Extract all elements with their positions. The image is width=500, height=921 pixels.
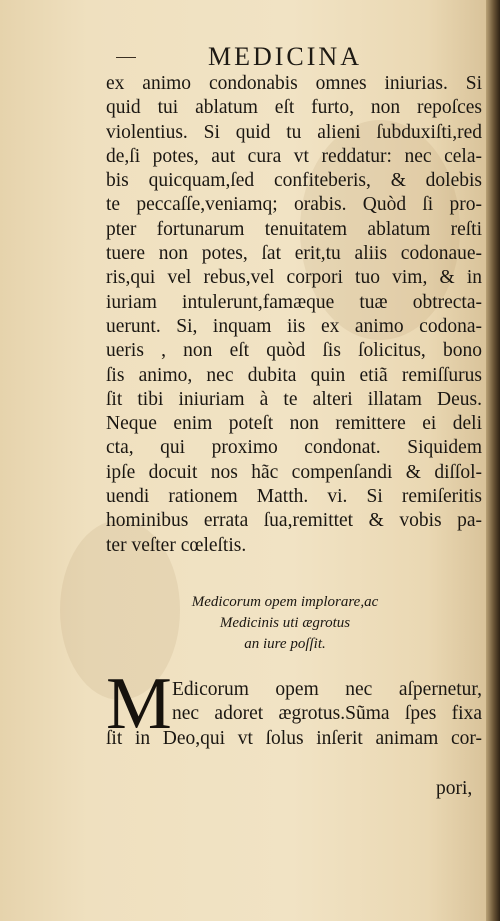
text-line: uerunt. Si, inquam iis ex animo codona- (106, 315, 482, 337)
text-line: Edicorum opem nec aſpernetur, (172, 679, 482, 700)
text-line: ter veſter cœleſtis. (106, 534, 247, 556)
text-line: ſit tibi iniuriam à te alteri illatam Deus. (106, 388, 482, 410)
body-paragraph (106, 72, 482, 558)
text-line: tuere non potes, ſat erit,tu aliis codonaue- (106, 243, 482, 265)
text-line: violentius. Si quid tu alieni ſubduxiſti,red (106, 121, 482, 143)
heading-line: Medicorum opem implorare,ac (191, 594, 379, 610)
heading-line: an iure poſſit. (244, 636, 326, 652)
running-head: MEDICINA (208, 42, 362, 71)
text-line: ex animo condonabis omnes iniurias. Si (106, 73, 482, 94)
text-line: nec adoret ægrotus.Sũma ſpes fixa (172, 703, 482, 725)
text-line: bis quicquam,ſed confiteberis, & dolebis (106, 170, 482, 192)
text-line: ris,qui vel rebus,vel corpori tuo vim, & in (106, 267, 482, 289)
section-heading (170, 592, 400, 655)
text-line: uendi rationem Matth. vi. Si remiſeritis (106, 486, 482, 508)
text-line: ſis animo, nec dubita quin etiã remiſſurus (106, 364, 482, 386)
text-line: quid tui ablatum eſt furto, non repoſces (106, 97, 482, 119)
drop-cap: M (106, 663, 172, 745)
second-paragraph (106, 678, 482, 751)
text-line: ueris , non eſt quòd ſis ſolicitus, bono (106, 340, 482, 362)
text-line: iuriam intulerunt,famæque tuæ obtrecta- (106, 291, 482, 313)
page-gutter (486, 0, 500, 921)
text-line: pter fortunarum tenuitatem ablatum reſti (106, 218, 482, 240)
text-line: te peccaſſe,veniamq; orabis. Quòd ſi pro- (106, 194, 482, 216)
text-line: ipſe docuit nos hãc compenſandi & diſſol- (106, 461, 482, 483)
margin-mark (116, 57, 136, 58)
text-line: de,ſi potes, aut cura vt reddatur: nec cela- (106, 145, 482, 167)
heading-line: Medicinis uti ægrotus (219, 615, 351, 631)
catchword: pori, (436, 778, 473, 799)
text-line: ſit in Deo,qui vt ſolus inſerit animam cor- (106, 727, 482, 749)
text-line: Neque enim poteſt non remittere ei deli (106, 413, 482, 435)
text-line: hominibus errata ſua,remittet & vobis pa- (106, 510, 482, 532)
text-line: cta, qui proximo condonat. Siquidem (106, 437, 482, 459)
